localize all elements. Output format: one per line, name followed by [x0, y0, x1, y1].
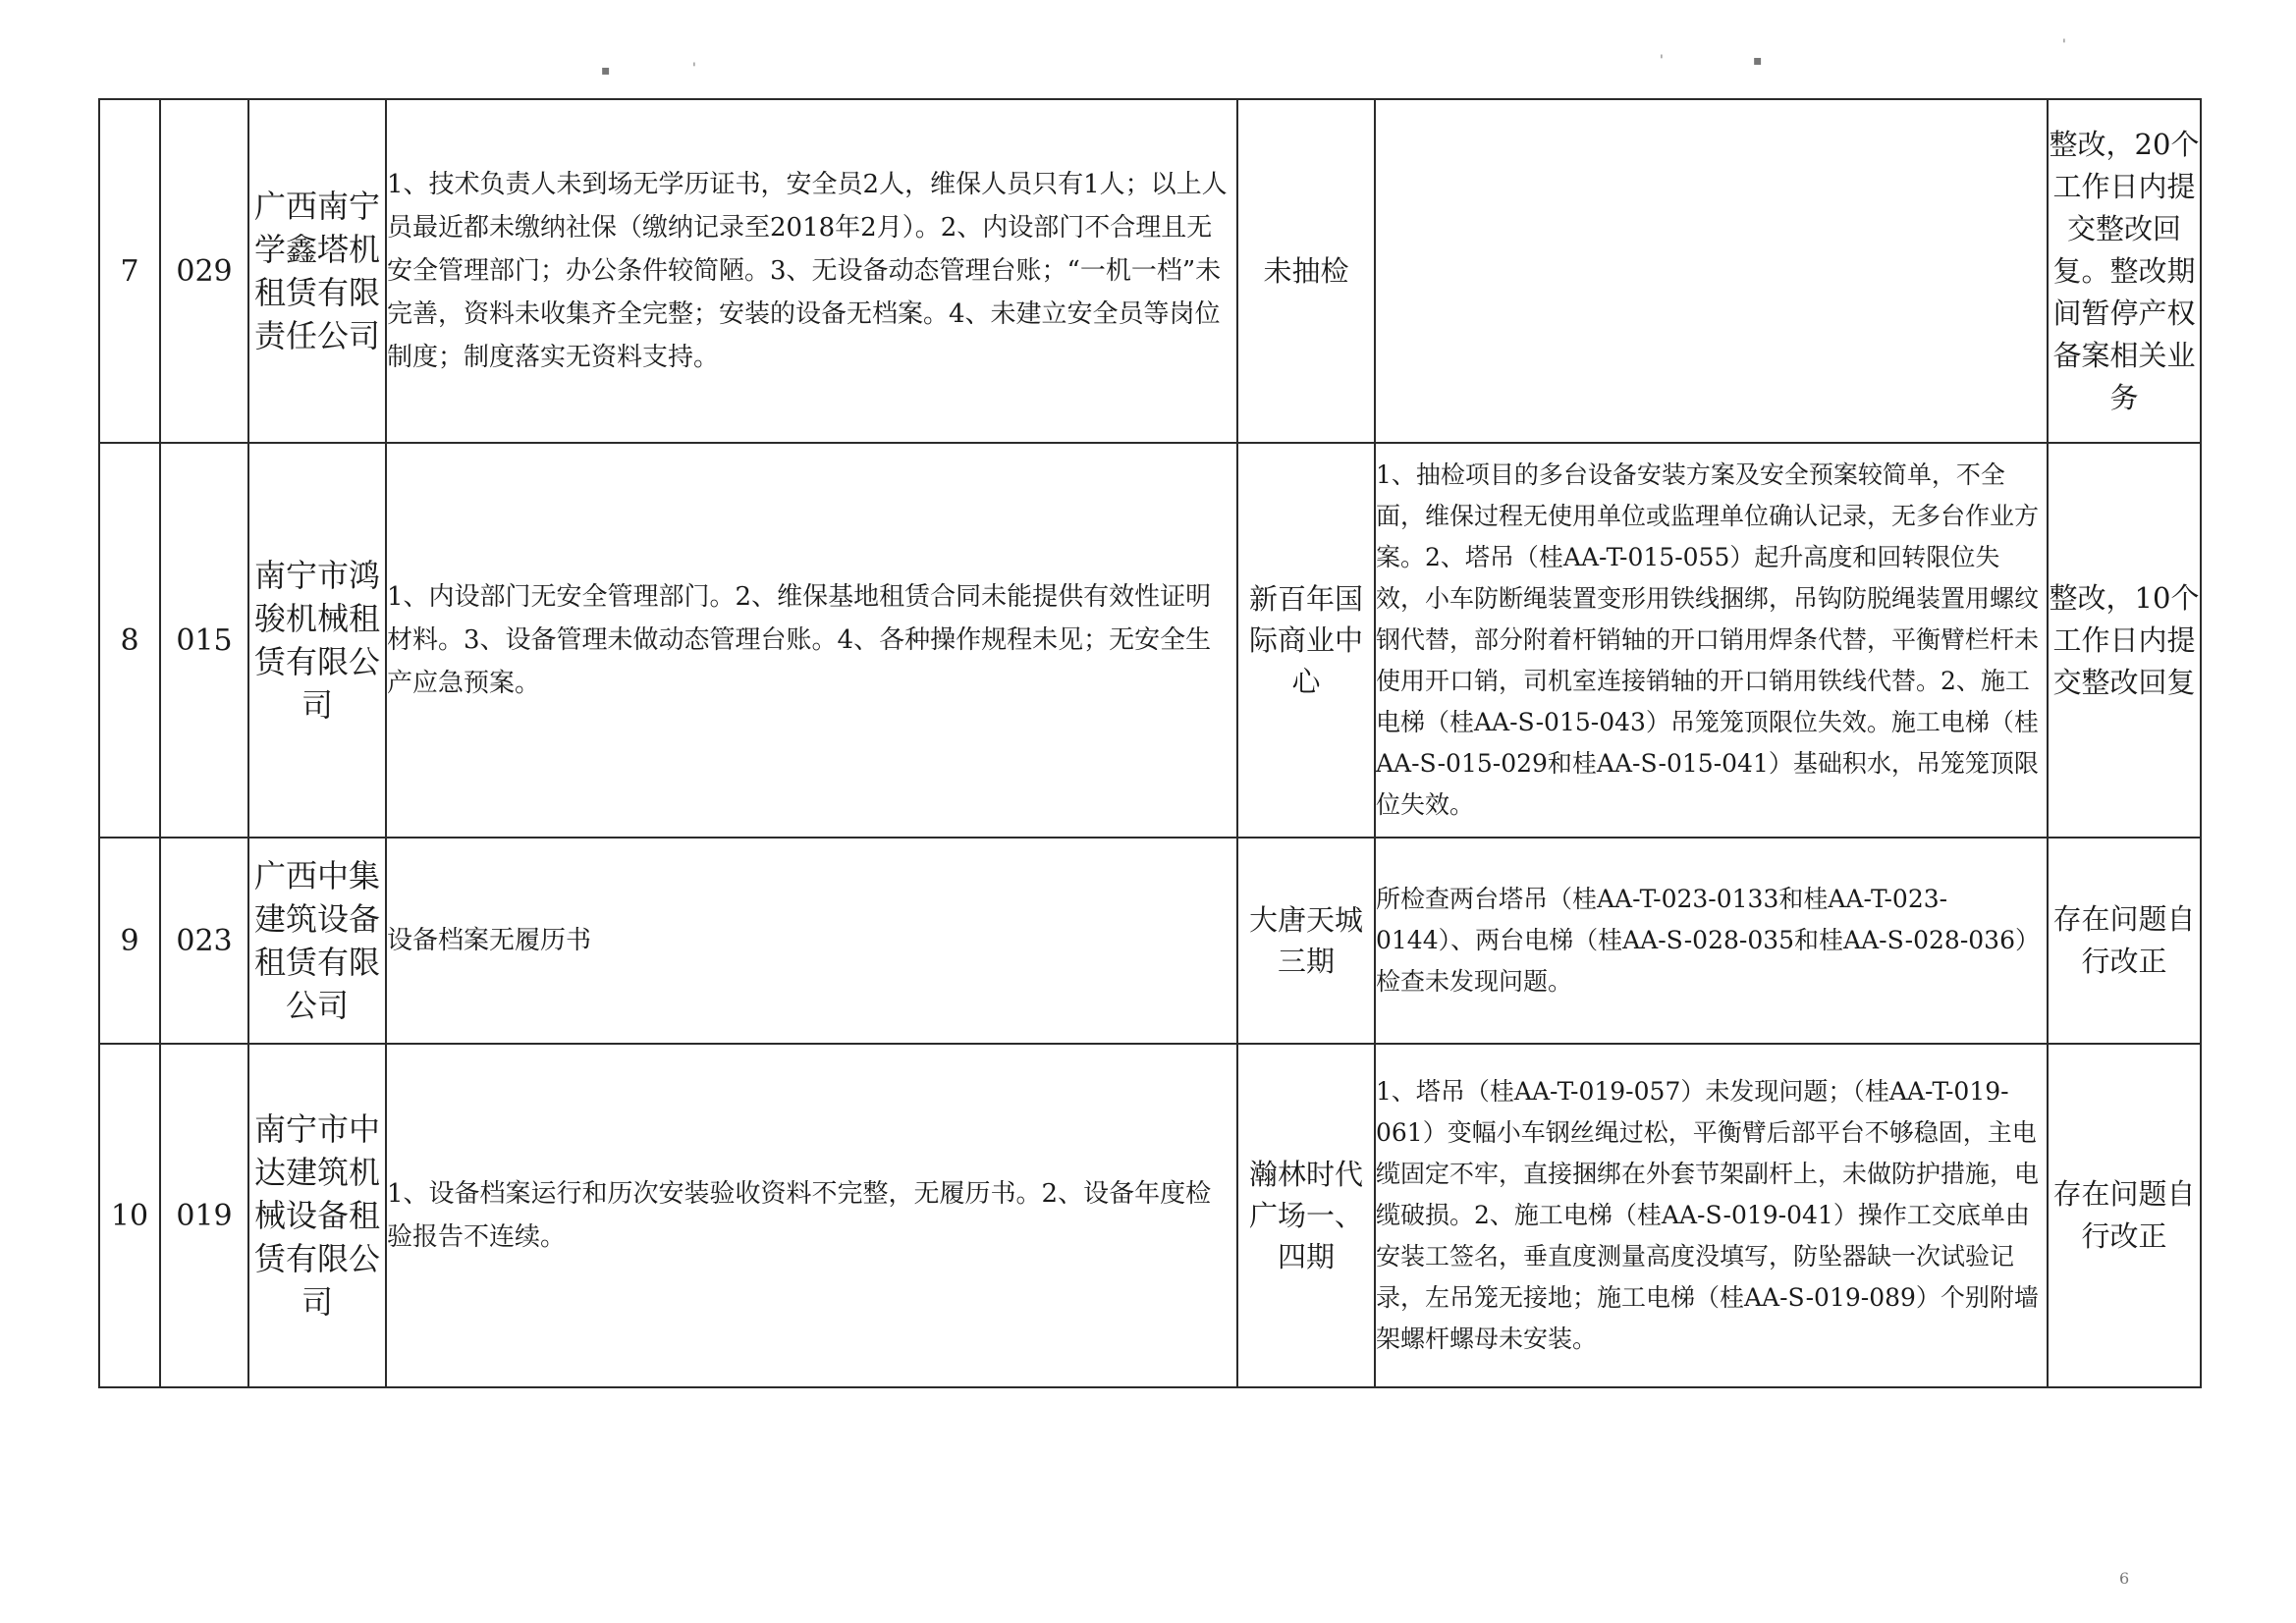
company-name: 南宁市中达建筑机械设备租赁有限公司 — [248, 1044, 386, 1387]
enterprise-issues: 1、内设部门无安全管理部门。2、维保基地租赁合同未能提供有效性证明材料。3、设备管理未做动态管理台账。4、各种操作规程未见；无安全生产应急预案。 — [386, 443, 1237, 838]
enterprise-code: 023 — [160, 838, 248, 1044]
table-row — [99, 99, 2201, 443]
inspection-table — [98, 98, 2202, 1388]
enterprise-code: 019 — [160, 1044, 248, 1387]
project-name: 新百年国际商业中心 — [1237, 443, 1375, 838]
row-number: 8 — [99, 443, 160, 838]
scan-speck: ' — [1660, 53, 1664, 69]
company-name: 广西南宁学鑫塔机租赁有限责任公司 — [248, 99, 386, 443]
table-row — [99, 1044, 2201, 1387]
company-name: 南宁市鸿骏机械租赁有限公司 — [248, 443, 386, 838]
enterprise-issues: 1、设备档案运行和历次安装验收资料不完整，无履历书。2、设备年度检验报告不连续。 — [386, 1044, 1237, 1387]
site-check-findings: 1、塔吊（桂AA-T-019-057）未发现问题；（桂AA-T-019-061）变幅小车钢丝绳过松，平衡臂后部平台不够稳固，主电缆固定不牢，直接捆绑在外套节架副杆上，未做防护措施，电缆破损。2、施工电梯（桂AA-S-019-041）操作工交底单由安装工签名，垂直度测量高度没填写，防坠器缺一次试验记录，左吊笼无接地；施工电梯（桂AA-S-019-089）个别附墙架螺杆螺母未安装。 — [1375, 1044, 2048, 1387]
row-number: 9 — [99, 838, 160, 1044]
company-name: 广西中集建筑设备租赁有限公司 — [248, 838, 386, 1044]
enterprise-code: 029 — [160, 99, 248, 443]
handling-result: 存在问题自行改正 — [2048, 838, 2201, 1044]
site-check-findings: 1、抽检项目的多台设备安装方案及安全预案较简单，不全面，维保过程无使用单位或监理单位确认记录，无多台作业方案。2、塔吊（桂AA-T-015-055）起升高度和回转限位失效，小车防断绳装置变形用铁线捆绑，吊钩防脱绳装置用螺纹钢代替，部分附着杆销轴的开口销用焊条代替，平衡臂栏杆未使用开口销，司机室连接销轴的开口销用铁线代替。2、施工电梯（桂AA-S-015-043）吊笼笼顶限位失效。施工电梯（桂AA-S-015-029和桂AA-S-015-041）基础积水，吊笼笼顶限位失效。 — [1375, 443, 2048, 838]
project-name: 大唐天城三期 — [1237, 838, 1375, 1044]
page-number: 6 — [2119, 1569, 2130, 1588]
scan-speck: ' — [2062, 37, 2066, 53]
row-number: 7 — [99, 99, 160, 443]
enterprise-issues: 设备档案无履历书 — [386, 838, 1237, 1044]
scan-speck: ▪ — [601, 63, 611, 79]
row-number: 10 — [99, 1044, 160, 1387]
handling-result: 整改，20个工作日内提交整改回复。整改期间暂停产权备案相关业务 — [2048, 99, 2201, 443]
enterprise-code: 015 — [160, 443, 248, 838]
project-name: 瀚林时代广场一、四期 — [1237, 1044, 1375, 1387]
scan-speck: ▪ — [1753, 53, 1763, 69]
site-check-findings: 所检查两台塔吊（桂AA-T-023-0133和桂AA-T-023-0144）、两台电梯（桂AA-S-028-035和桂AA-S-028-036）检查未发现问题。 — [1375, 838, 2048, 1044]
site-check-findings — [1375, 99, 2048, 443]
table-row — [99, 443, 2201, 838]
handling-result: 整改，10个工作日内提交整改回复 — [2048, 443, 2201, 838]
scan-speck: ' — [692, 61, 696, 77]
table-row — [99, 838, 2201, 1044]
enterprise-issues: 1、技术负责人未到场无学历证书，安全员2人，维保人员只有1人；以上人员最近都未缴纳社保（缴纳记录至2018年2月）。2、内设部门不合理且无安全管理部门；办公条件较简陋。3、无设备动态管理台账；“一机一档”未完善，资料未收集齐全完整；安装的设备无档案。4、未建立安全员等岗位制度；制度落实无资料支持。 — [386, 99, 1237, 443]
project-name: 未抽检 — [1237, 99, 1375, 443]
handling-result: 存在问题自行改正 — [2048, 1044, 2201, 1387]
